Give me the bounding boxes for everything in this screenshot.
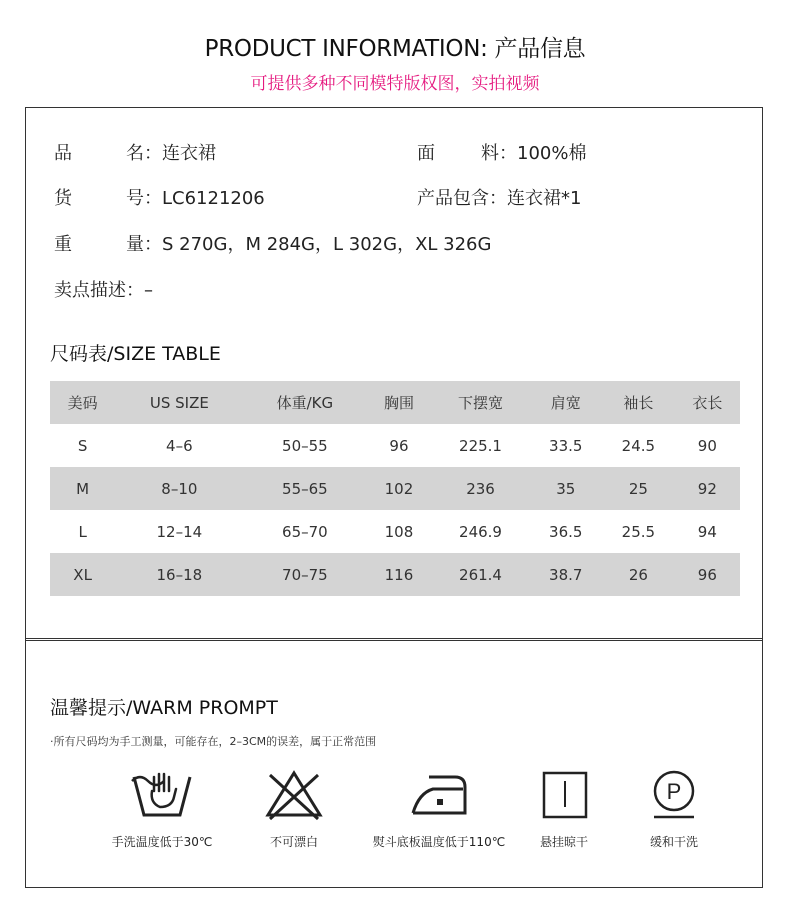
col-header: 肩宽 (529, 381, 602, 424)
hand-wash-icon (130, 769, 194, 821)
table-cell: 36.5 (549, 522, 583, 541)
dry-clean-symbol: P (666, 779, 682, 804)
table-cell: 108 (384, 522, 414, 541)
care-label: 悬挂晾干 (539, 835, 588, 849)
table-cell: 96 (389, 436, 409, 455)
info-code-label: 货 号 (54, 188, 144, 209)
table-cell: M (50, 467, 115, 510)
col-header: 衣长 (675, 381, 740, 424)
table-cell: 25 (602, 467, 675, 510)
info-name-label: 品 名 (54, 143, 144, 164)
page-subtitle: 可提供多种不同模特版权图，实拍视频 (250, 74, 540, 94)
warm-prompt-panel (25, 638, 763, 888)
table-cell: 12–14 (156, 522, 203, 541)
size-table (50, 381, 740, 596)
table-cell: 26 (602, 553, 675, 596)
care-label: 熨斗底板温度低于110℃ (372, 835, 506, 849)
care-label: 不可漂白 (269, 835, 318, 849)
hang-dry-icon (532, 769, 596, 821)
info-material-label: 面 料 (417, 143, 499, 164)
info-weight: 重 量 ：S 270G，M 284G，L 302G，XL 326G (54, 230, 491, 256)
care-no-bleach (224, 769, 364, 850)
iron-icon (407, 769, 471, 821)
table-cell: 65–70 (282, 522, 328, 541)
table-cell: 92 (675, 467, 740, 510)
size-table-header (50, 381, 740, 424)
table-cell: S (77, 436, 88, 455)
info-material: 面 料 ：100%棉 (417, 139, 586, 165)
table-row (50, 510, 740, 553)
table-cell: 55–65 (243, 467, 366, 510)
table-cell: L (78, 522, 87, 541)
care-label: 手洗温度低于30℃ (111, 835, 213, 849)
info-material-value: 100%棉 (517, 143, 587, 164)
table-cell: 94 (697, 522, 717, 541)
table-cell: 50–55 (282, 436, 328, 455)
no-bleach-icon (262, 769, 326, 821)
info-includes-label: 产品包含 (417, 188, 489, 209)
info-code: 货 号 ：LC6121206 (54, 184, 265, 210)
info-weight-label: 重 量 (54, 234, 144, 255)
col-header: 袖长 (602, 381, 675, 424)
col-header: 下摆宽 (432, 381, 530, 424)
table-cell: 225.1 (459, 436, 502, 455)
table-row (50, 553, 740, 596)
care-dry-clean (604, 769, 744, 850)
table-cell: 90 (697, 436, 717, 455)
col-header: 美码 (50, 381, 115, 424)
table-cell: 116 (366, 553, 431, 596)
table-cell: 33.5 (549, 436, 583, 455)
table-cell: XL (50, 553, 115, 596)
care-hand-wash (92, 769, 232, 850)
info-includes-value: 连衣裙*1 (507, 188, 582, 209)
table-row (50, 424, 740, 467)
col-header: 体重/KG (243, 381, 366, 424)
info-includes: 产品包含：连衣裙*1 (417, 184, 581, 210)
size-table-title: 尺码表/SIZE TABLE (50, 343, 221, 365)
table-cell: 96 (675, 553, 740, 596)
table-cell: 102 (366, 467, 431, 510)
col-header: US SIZE (115, 381, 243, 424)
info-name-value: 连衣裙 (162, 143, 216, 164)
table-cell: 70–75 (243, 553, 366, 596)
table-cell: 38.7 (529, 553, 602, 596)
table-cell: 236 (432, 467, 530, 510)
table-cell: 246.9 (459, 522, 502, 541)
table-row (50, 467, 740, 510)
info-selling-value: – (144, 280, 153, 301)
table-cell: 261.4 (432, 553, 530, 596)
care-label: 缓和干洗 (649, 835, 698, 849)
info-selling: 卖点描述：– (54, 276, 153, 302)
product-info-panel (25, 107, 763, 641)
table-cell: 4–6 (166, 436, 193, 455)
table-cell: 35 (529, 467, 602, 510)
info-weight-value: S 270G，M 284G，L 302G，XL 326G (162, 234, 492, 255)
table-cell: 8–10 (115, 467, 243, 510)
table-cell: 25.5 (621, 522, 656, 541)
dry-clean-icon (642, 769, 706, 821)
table-cell: 24.5 (621, 436, 656, 455)
page-title: PRODUCT INFORMATION: 产品信息 (204, 36, 586, 62)
measurement-note: ·所有尺码均为手工测量，可能存在，2–3CM的误差，属于正常范围 (50, 735, 377, 748)
info-selling-label: 卖点描述 (54, 280, 126, 301)
info-code-value: LC6121206 (162, 188, 265, 209)
table-cell: 16–18 (115, 553, 243, 596)
warm-prompt-title: 温馨提示/WARM PROMPT (50, 697, 278, 719)
col-header: 胸围 (366, 381, 431, 424)
info-name: 品 名 ：连衣裙 (54, 139, 216, 165)
